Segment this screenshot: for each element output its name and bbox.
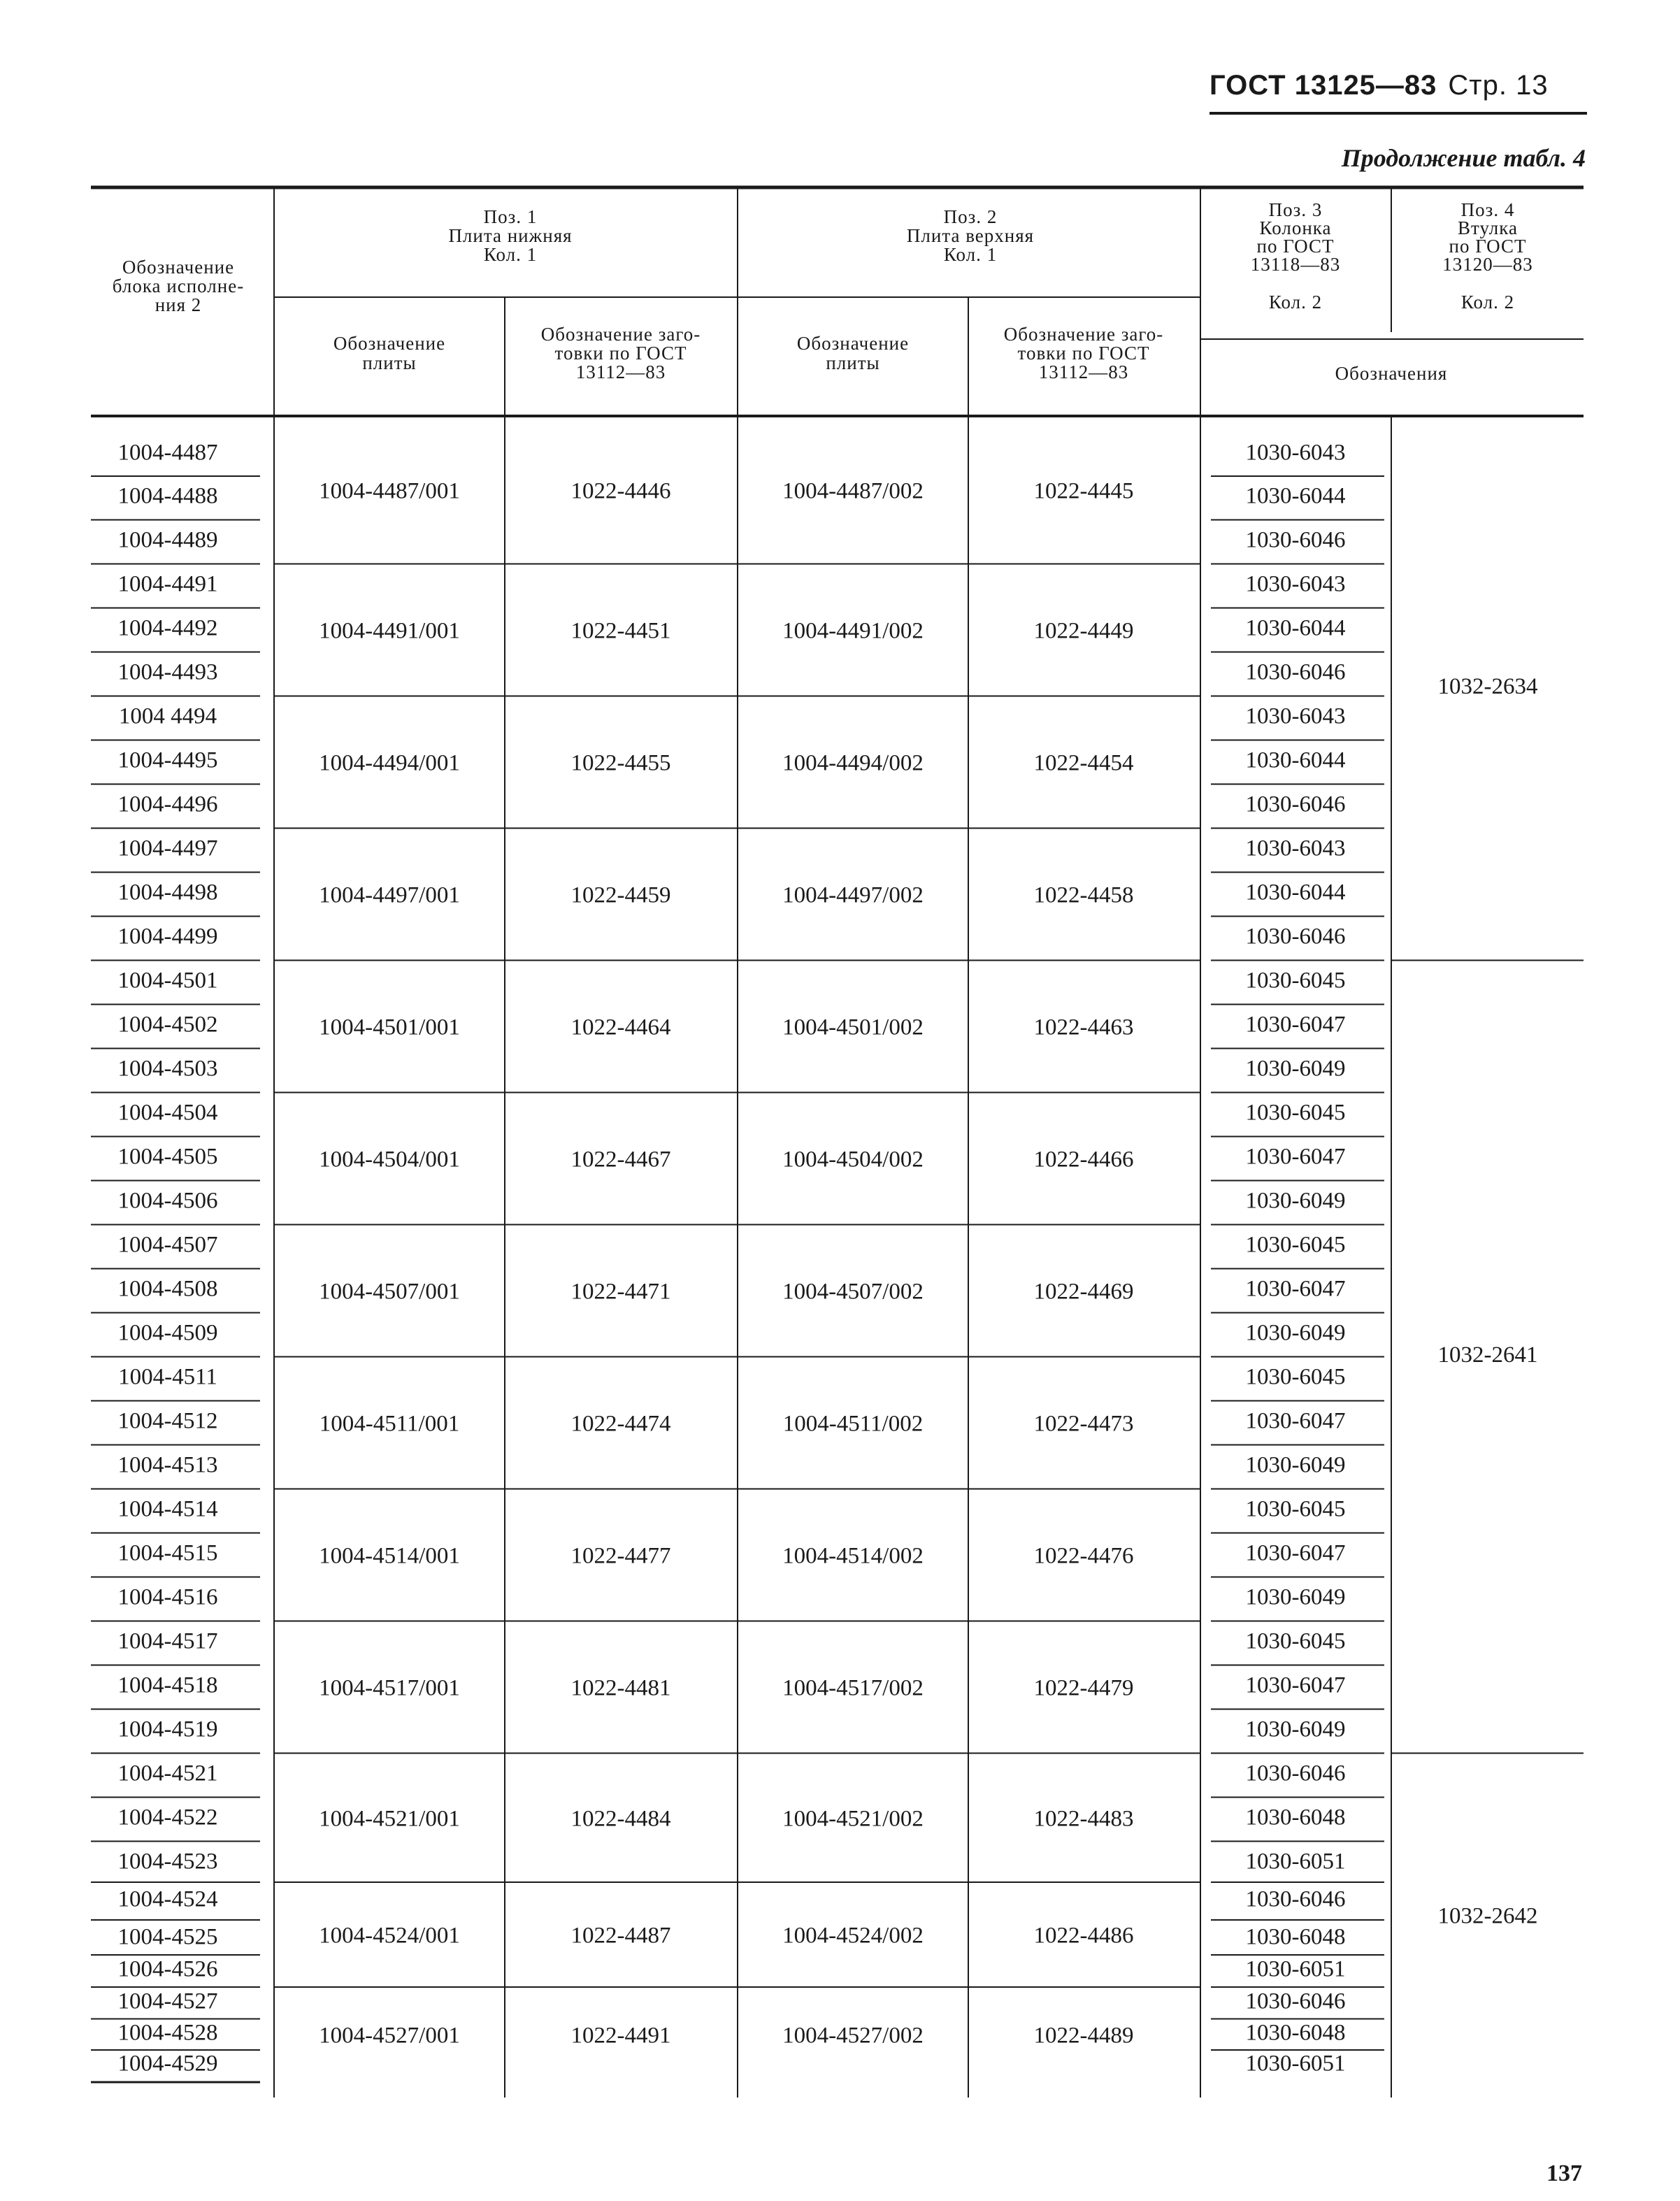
header-block-designation: ния 2 <box>155 294 202 316</box>
block-designation: 1004-4517 <box>117 1628 218 1654</box>
header-blank-designation: 13112—83 <box>575 361 666 383</box>
block-designation: 1004-4502 <box>117 1012 218 1038</box>
block-designation: 1004-4499 <box>117 924 218 949</box>
block-designation: 1004-4523 <box>117 1849 218 1874</box>
column-designation: 1030-6045 <box>1245 1628 1346 1654</box>
upper-plate-blank: 1022-4473 <box>1033 1411 1134 1437</box>
header-blank-designation: товки по ГОСТ <box>554 343 687 364</box>
column-designation: 1030-6051 <box>1245 1849 1346 1874</box>
column-designation: 1030-6051 <box>1245 1956 1346 1982</box>
lower-plate-blank: 1022-4446 <box>570 478 671 504</box>
block-designation: 1004-4498 <box>117 880 218 905</box>
column-designation: 1030-6046 <box>1245 1988 1346 2014</box>
header-block-designation: Обозначение <box>122 257 235 278</box>
upper-plate-designation: 1004-4497/002 <box>782 882 924 908</box>
header-pos1: Кол. 1 <box>483 244 538 266</box>
column-designation: 1030-6046 <box>1245 1886 1346 1912</box>
column-designation: 1030-6049 <box>1245 1452 1346 1478</box>
column-designation: 1030-6044 <box>1245 615 1346 641</box>
column-designation: 1030-6044 <box>1245 747 1346 773</box>
block-designation: 1004-4509 <box>117 1320 218 1346</box>
header-pos4: Втулка <box>1458 217 1518 239</box>
header-block-designation: блока исполне- <box>112 275 245 297</box>
bushing-designation: 1032-2634 <box>1437 673 1538 699</box>
lower-plate-designation: 1004-4504/001 <box>319 1147 460 1173</box>
table-continuation-label: Продолжение табл. 4 <box>1341 144 1586 172</box>
column-designation: 1030-6045 <box>1245 1496 1346 1522</box>
upper-plate-blank: 1022-4489 <box>1033 2023 1134 2049</box>
header-pos3: по ГОСТ <box>1256 236 1335 257</box>
block-designation: 1004-4497 <box>117 836 218 861</box>
column-designation: 1030-6051 <box>1245 2051 1346 2077</box>
column-designation: 1030-6046 <box>1245 924 1346 949</box>
block-designation: 1004-4501 <box>117 968 218 994</box>
column-designation: 1030-6045 <box>1245 1232 1346 1258</box>
header-pos3: Поз. 3 <box>1268 199 1323 221</box>
header-pos2: Поз. 2 <box>943 206 998 228</box>
header-pos2: Плита верхняя <box>906 225 1035 247</box>
column-designation: 1030-6047 <box>1245 1672 1346 1698</box>
lower-plate-blank: 1022-4455 <box>570 750 671 776</box>
block-designation: 1004-4528 <box>117 2020 218 2046</box>
block-designation: 1004-4522 <box>117 1805 218 1830</box>
upper-plate-designation: 1004-4507/002 <box>782 1279 924 1305</box>
column-designation: 1030-6045 <box>1245 1100 1346 1126</box>
block-designation: 1004-4508 <box>117 1276 218 1302</box>
block-designation: 1004-4495 <box>117 747 218 773</box>
column-designation: 1030-6045 <box>1245 968 1346 994</box>
block-designation: 1004-4521 <box>117 1761 218 1786</box>
upper-plate-designation: 1004-4517/002 <box>782 1675 924 1701</box>
block-designation: 1004-4529 <box>117 2051 218 2077</box>
lower-plate-designation: 1004-4501/001 <box>319 1015 460 1040</box>
column-designation: 1030-6047 <box>1245 1144 1346 1170</box>
column-designation: 1030-6047 <box>1245 1276 1346 1302</box>
upper-plate-blank: 1022-4458 <box>1033 882 1134 908</box>
header-blank-designation: Обозначение заго- <box>540 324 701 345</box>
block-designation: 1004-4492 <box>117 615 218 641</box>
column-designation: 1030-6046 <box>1245 527 1346 553</box>
column-designation: 1030-6043 <box>1245 440 1346 466</box>
lower-plate-designation: 1004-4494/001 <box>319 750 460 776</box>
upper-plate-designation: 1004-4487/002 <box>782 478 924 504</box>
upper-plate-blank: 1022-4449 <box>1033 618 1134 644</box>
block-designation: 1004-4511 <box>118 1364 217 1390</box>
lower-plate-designation: 1004-4511/001 <box>319 1411 460 1437</box>
header-blank-designation: товки по ГОСТ <box>1017 343 1150 364</box>
upper-plate-blank: 1022-4454 <box>1033 750 1134 776</box>
block-designation: 1004-4489 <box>117 527 218 553</box>
column-designation: 1030-6043 <box>1245 836 1346 861</box>
page-number: 137 <box>1546 2160 1582 2186</box>
lower-plate-designation: 1004-4521/001 <box>319 1806 460 1832</box>
block-designation: 1004-4496 <box>117 791 218 817</box>
upper-plate-blank: 1022-4483 <box>1033 1806 1134 1832</box>
lower-plate-blank: 1022-4487 <box>570 1923 671 1949</box>
lower-plate-blank: 1022-4464 <box>570 1015 671 1040</box>
column-designation: 1030-6043 <box>1245 703 1346 729</box>
block-designation: 1004-4518 <box>117 1672 218 1698</box>
header-designations: Обозначения <box>1335 363 1448 385</box>
lower-plate-designation: 1004-4524/001 <box>319 1923 460 1949</box>
upper-plate-designation: 1004-4494/002 <box>782 750 924 776</box>
block-designation: 1004-4504 <box>117 1100 218 1126</box>
header-pos1: Поз. 1 <box>483 206 538 228</box>
block-designation: 1004-4488 <box>117 483 218 509</box>
lower-plate-designation: 1004-4514/001 <box>319 1543 460 1569</box>
lower-plate-designation: 1004-4517/001 <box>319 1675 460 1701</box>
block-designation: 1004-4487 <box>117 440 218 466</box>
header-blank-designation: 13112—83 <box>1038 361 1129 383</box>
column-designation: 1030-6048 <box>1245 1924 1346 1950</box>
bushing-designation: 1032-2642 <box>1437 1903 1538 1929</box>
column-designation: 1030-6049 <box>1245 1056 1346 1082</box>
block-designation: 1004-4516 <box>117 1584 218 1610</box>
upper-plate-designation: 1004-4521/002 <box>782 1806 924 1832</box>
column-designation: 1030-6048 <box>1245 1805 1346 1830</box>
column-designation: 1030-6047 <box>1245 1012 1346 1038</box>
block-designation: 1004-4524 <box>117 1886 218 1912</box>
header-blank-designation: Обозначение заго- <box>1003 324 1164 345</box>
lower-plate-blank: 1022-4484 <box>570 1806 671 1832</box>
header-pos3: 13118—83 <box>1250 254 1341 275</box>
block-designation: 1004-4514 <box>117 1496 218 1522</box>
block-designation: 1004-4493 <box>117 659 218 685</box>
lower-plate-designation: 1004-4507/001 <box>319 1279 460 1305</box>
column-designation: 1030-6043 <box>1245 571 1346 597</box>
column-designation: 1030-6049 <box>1245 1584 1346 1610</box>
upper-plate-blank: 1022-4469 <box>1033 1279 1134 1305</box>
lower-plate-blank: 1022-4491 <box>570 2023 671 2049</box>
header-pos4-qty: Кол. 2 <box>1460 292 1515 313</box>
block-designation: 1004-4525 <box>117 1924 218 1950</box>
lower-plate-designation: 1004-4527/001 <box>319 2023 460 2049</box>
header-pos4: по ГОСТ <box>1449 236 1527 257</box>
upper-plate-designation: 1004-4524/002 <box>782 1923 924 1949</box>
upper-plate-blank: 1022-4445 <box>1033 478 1134 504</box>
column-designation: 1030-6048 <box>1245 2020 1346 2046</box>
upper-plate-blank: 1022-4463 <box>1033 1015 1134 1040</box>
upper-plate-designation: 1004-4504/002 <box>782 1147 924 1173</box>
column-designation: 1030-6046 <box>1245 1761 1346 1786</box>
block-designation: 1004-4491 <box>117 571 218 597</box>
upper-plate-designation: 1004-4501/002 <box>782 1015 924 1040</box>
column-designation: 1030-6044 <box>1245 880 1346 905</box>
block-designation: 1004-4519 <box>117 1716 218 1742</box>
upper-plate-designation: 1004-4514/002 <box>782 1543 924 1569</box>
lower-plate-blank: 1022-4451 <box>570 618 671 644</box>
bushing-designation: 1032-2641 <box>1437 1342 1538 1368</box>
upper-plate-designation: 1004-4491/002 <box>782 618 924 644</box>
column-designation: 1030-6047 <box>1245 1540 1346 1566</box>
lower-plate-designation: 1004-4487/001 <box>319 478 460 504</box>
block-designation: 1004-4515 <box>117 1540 218 1566</box>
header-pos3: Колонка <box>1259 217 1332 239</box>
block-designation: 1004-4506 <box>117 1188 218 1214</box>
lower-plate-blank: 1022-4467 <box>570 1147 671 1173</box>
header-plate-designation: Обозначение <box>333 333 446 354</box>
upper-plate-designation: 1004-4511/002 <box>782 1411 924 1437</box>
lower-plate-designation: 1004-4491/001 <box>319 618 460 644</box>
column-designation: 1030-6046 <box>1245 791 1346 817</box>
lower-plate-blank: 1022-4474 <box>570 1411 671 1437</box>
block-designation: 1004-4505 <box>117 1144 218 1170</box>
block-designation: 1004-4513 <box>117 1452 218 1478</box>
block-designation: 1004-4503 <box>117 1056 218 1082</box>
header-pos4: Поз. 4 <box>1460 199 1515 221</box>
column-designation: 1030-6046 <box>1245 659 1346 685</box>
header-pos4: 13120—83 <box>1442 254 1533 275</box>
column-designation: 1030-6045 <box>1245 1364 1346 1390</box>
column-designation: 1030-6047 <box>1245 1408 1346 1434</box>
block-designation: 1004-4512 <box>117 1408 218 1434</box>
upper-plate-blank: 1022-4476 <box>1033 1543 1134 1569</box>
lower-plate-blank: 1022-4477 <box>570 1543 671 1569</box>
header-pos1: Плита нижняя <box>448 225 573 247</box>
block-designation: 1004-4507 <box>117 1232 218 1258</box>
page-ref: Стр. 13 <box>1448 70 1549 101</box>
block-designation: 1004-4526 <box>117 1956 218 1982</box>
upper-plate-blank: 1022-4466 <box>1033 1147 1134 1173</box>
upper-plate-designation: 1004-4527/002 <box>782 2023 924 2049</box>
column-designation: 1030-6049 <box>1245 1188 1346 1214</box>
lower-plate-blank: 1022-4471 <box>570 1279 671 1305</box>
column-designation: 1030-6049 <box>1245 1716 1346 1742</box>
block-designation: 1004-4527 <box>117 1988 218 2014</box>
upper-plate-blank: 1022-4486 <box>1033 1923 1134 1949</box>
column-designation: 1030-6049 <box>1245 1320 1346 1346</box>
header-plate-designation: плиты <box>826 352 880 374</box>
lower-plate-blank: 1022-4459 <box>570 882 671 908</box>
column-designation: 1030-6044 <box>1245 483 1346 509</box>
header-pos3-qty: Кол. 2 <box>1268 292 1323 313</box>
block-designation: 1004 4494 <box>118 703 217 729</box>
header-pos2: Кол. 1 <box>943 244 998 266</box>
header-plate-designation: плиты <box>362 352 417 374</box>
lower-plate-blank: 1022-4481 <box>570 1675 671 1701</box>
standard-number: ГОСТ 13125—83 <box>1209 70 1437 101</box>
lower-plate-designation: 1004-4497/001 <box>319 882 460 908</box>
header-plate-designation: Обозначение <box>796 333 910 354</box>
upper-plate-blank: 1022-4479 <box>1033 1675 1134 1701</box>
